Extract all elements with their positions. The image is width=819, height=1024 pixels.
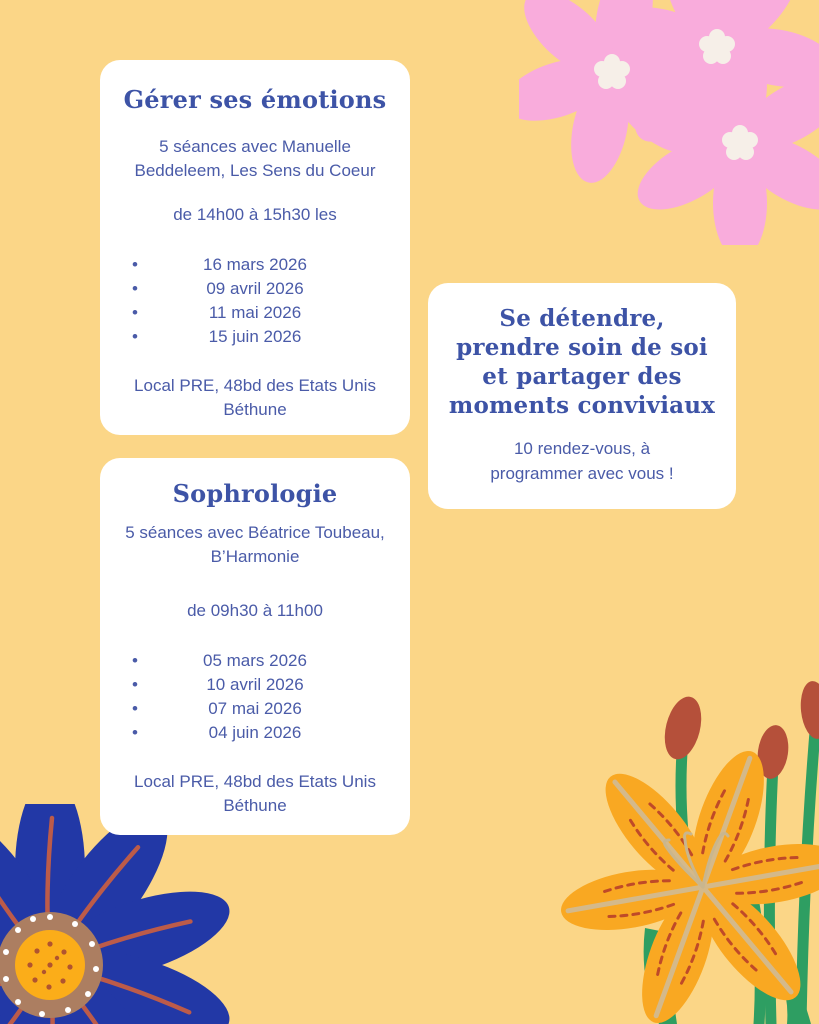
date-item: • 10 avril 2026 xyxy=(122,673,388,697)
date-item: • 11 mai 2026 xyxy=(122,301,388,325)
blossom-center-icon xyxy=(594,29,758,160)
pink-blossoms-illustration xyxy=(519,0,819,245)
orange-lily-illustration xyxy=(519,680,819,1024)
stamen-icon xyxy=(664,833,728,887)
stem-icon xyxy=(681,720,816,1024)
date-item: • 09 avril 2026 xyxy=(122,277,388,301)
date-item: • 16 mars 2026 xyxy=(122,253,388,277)
date-item: • 15 juin 2026 xyxy=(122,325,388,349)
lily-petal-icon xyxy=(556,742,819,1024)
flower-core-icon xyxy=(15,930,85,1000)
bud-icon xyxy=(659,680,819,781)
emotions-dates-list xyxy=(122,253,388,348)
flower-disc-icon xyxy=(0,912,103,1018)
emotions-title: Gérer ses émotions xyxy=(123,85,387,114)
date-item: • 05 mars 2026 xyxy=(122,649,388,673)
relax-title: Se détendre, prendre soin de soi et partager des moments conviviaux xyxy=(448,305,716,419)
relax-subtitle: 10 rendez-vous, à programmer avec vous ! xyxy=(490,438,674,483)
blue-flower-illustration xyxy=(0,804,265,1024)
date-item: • 07 mai 2026 xyxy=(122,697,388,721)
sophrologie-location: Local PRE, 48bd des Etats Unis Béthune xyxy=(134,772,376,816)
emotions-location: Local PRE, 48bd des Etats Unis Béthune xyxy=(134,376,376,420)
sophrologie-dates-list xyxy=(122,649,388,744)
leaf-icon xyxy=(644,928,811,1024)
card-sophrologie xyxy=(100,458,410,835)
emotions-intro: 5 séances avec Manuelle Beddeleem, Les Sens du Coeur xyxy=(134,136,376,180)
emotions-schedule: de 14h00 à 15h30 les xyxy=(173,205,337,225)
card-relax xyxy=(428,283,736,509)
card-emotions xyxy=(100,60,410,435)
sophrologie-intro: 5 séances avec Béatrice Toubeau, B’Harmonie xyxy=(125,522,385,566)
sophrologie-title: Sophrologie xyxy=(172,479,338,508)
date-item: • 04 juin 2026 xyxy=(122,721,388,745)
sophrologie-schedule: de 09h30 à 11h00 xyxy=(187,601,323,621)
